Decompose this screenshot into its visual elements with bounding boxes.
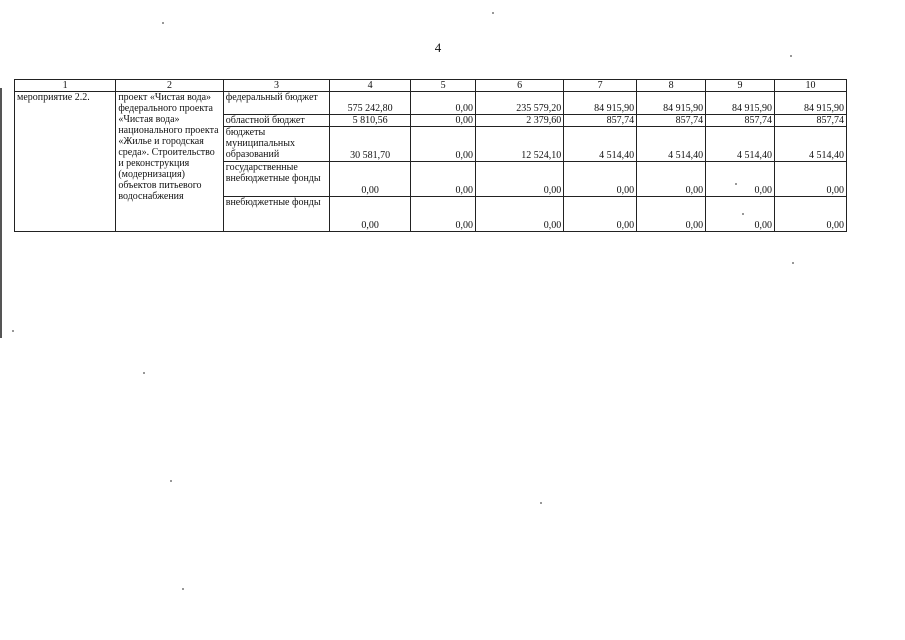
header-cell: 9 xyxy=(706,80,775,92)
header-cell: 10 xyxy=(774,80,846,92)
value-cell: 4 514,40 xyxy=(637,127,706,162)
value-cell: 0,00 xyxy=(330,197,411,232)
value-cell: 0,00 xyxy=(476,162,564,197)
value-cell: 0,00 xyxy=(476,197,564,232)
scan-left-edge xyxy=(0,88,2,338)
value-cell: 12 524,10 xyxy=(476,127,564,162)
value-cell: 575 242,80 xyxy=(330,92,411,115)
value-cell: 0,00 xyxy=(774,162,846,197)
value-cell: 857,74 xyxy=(564,115,637,127)
value-cell: 857,74 xyxy=(637,115,706,127)
value-cell: 0,00 xyxy=(411,162,476,197)
header-cell: 1 xyxy=(15,80,116,92)
value-cell: 857,74 xyxy=(774,115,846,127)
event-cell: мероприятие 2.2. xyxy=(15,92,116,232)
value-cell: 84 915,90 xyxy=(774,92,846,115)
value-cell: 2 379,60 xyxy=(476,115,564,127)
scan-speck xyxy=(792,262,794,264)
value-cell: 0,00 xyxy=(330,162,411,197)
value-cell: 0,00 xyxy=(564,197,637,232)
header-cell: 3 xyxy=(223,80,329,92)
value-cell: 0,00 xyxy=(411,115,476,127)
value-cell: 84 915,90 xyxy=(706,92,775,115)
value-cell: 4 514,40 xyxy=(774,127,846,162)
funding-source-cell: бюджеты муниципальных образований xyxy=(223,127,329,162)
project-description-cell: проект «Чистая вода» федерального проекта «Чистая вода» национального проекта «Жилье и городская среда». Строительство и реконструкция (модернизация) объектов питьевого водоснабжения xyxy=(116,92,223,232)
scan-speck xyxy=(540,502,542,504)
value-cell: 0,00 xyxy=(706,197,775,232)
value-cell: 0,00 xyxy=(637,162,706,197)
header-cell: 4 xyxy=(330,80,411,92)
value-cell: 0,00 xyxy=(564,162,637,197)
scan-speck xyxy=(12,330,14,332)
value-cell: 84 915,90 xyxy=(637,92,706,115)
value-cell: 0,00 xyxy=(411,92,476,115)
scan-speck xyxy=(492,12,494,14)
header-cell: 7 xyxy=(564,80,637,92)
funding-source-cell: федеральный бюджет xyxy=(223,92,329,115)
header-cell: 5 xyxy=(411,80,476,92)
value-cell: 84 915,90 xyxy=(564,92,637,115)
value-cell: 30 581,70 xyxy=(330,127,411,162)
value-cell: 4 514,40 xyxy=(706,127,775,162)
header-row xyxy=(15,80,847,92)
value-cell: 0,00 xyxy=(411,197,476,232)
scan-speck xyxy=(143,372,145,374)
funding-source-cell: внебюджетные фонды xyxy=(223,197,329,232)
scan-speck xyxy=(735,183,737,185)
value-cell: 0,00 xyxy=(774,197,846,232)
scan-speck xyxy=(182,588,184,590)
scan-speck xyxy=(790,55,792,57)
value-cell: 235 579,20 xyxy=(476,92,564,115)
value-cell: 5 810,56 xyxy=(330,115,411,127)
value-cell: 0,00 xyxy=(706,162,775,197)
table-row xyxy=(15,92,847,115)
header-cell: 8 xyxy=(637,80,706,92)
funding-source-cell: государственные внебюджетные фонды xyxy=(223,162,329,197)
value-cell: 4 514,40 xyxy=(564,127,637,162)
scan-speck xyxy=(170,480,172,482)
header-cell: 6 xyxy=(476,80,564,92)
header-cell: 2 xyxy=(116,80,223,92)
funding-table xyxy=(14,79,847,232)
page-number: 4 xyxy=(434,40,442,55)
scan-speck xyxy=(162,22,164,24)
value-cell: 857,74 xyxy=(706,115,775,127)
funding-source-cell: областной бюджет xyxy=(223,115,329,127)
scan-speck xyxy=(742,213,744,215)
value-cell: 0,00 xyxy=(411,127,476,162)
value-cell: 0,00 xyxy=(637,197,706,232)
